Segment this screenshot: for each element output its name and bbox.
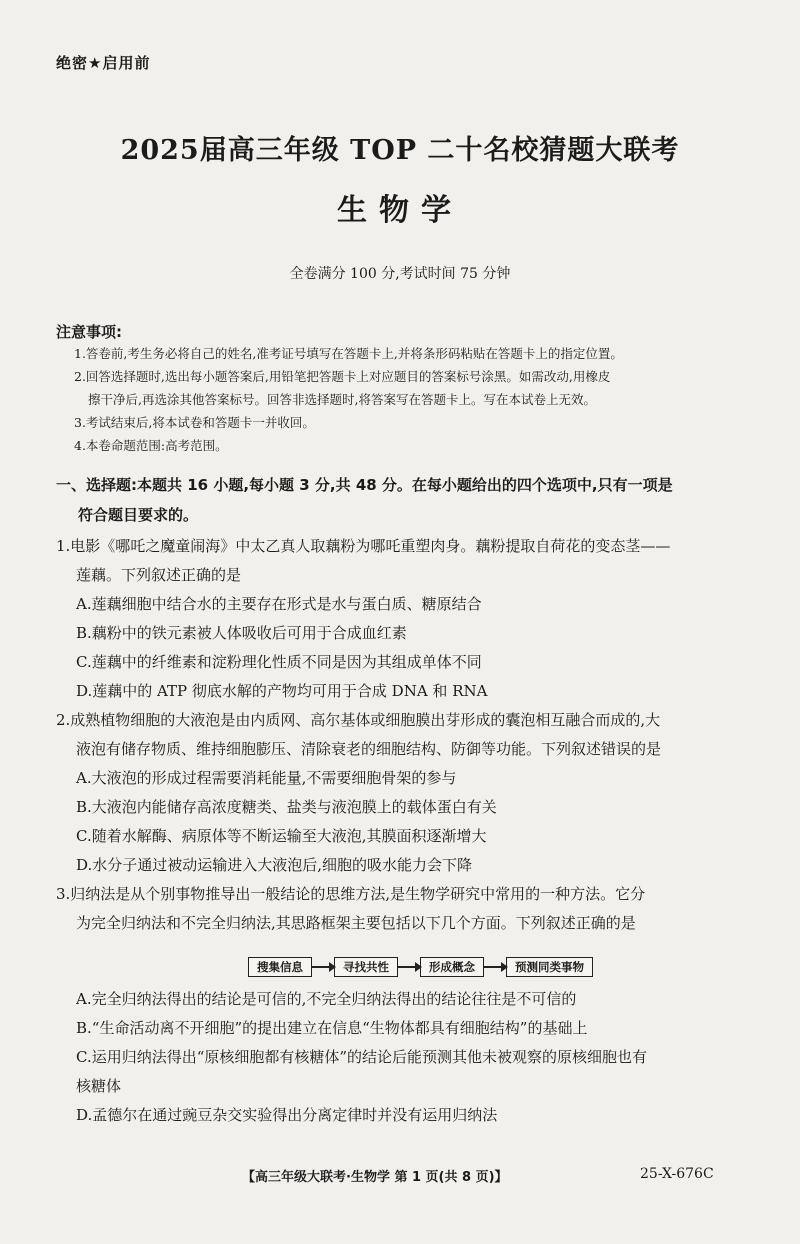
- notice-item: 4.本卷命题范围:高考范围。: [74, 438, 228, 453]
- question-stem-line: 1.电影《哪吒之魔童闹海》中太乙真人取藕粉为哪吒重塑肉身。藕粉提取自荷花的变态茎——: [56, 537, 671, 555]
- question-3-option-c-cont: 核糖体: [76, 1077, 122, 1095]
- exam-code: 25-X-676C: [640, 1166, 714, 1182]
- notice-item: 2.回答选择题时,选出每小题答案后,用铅笔把答题卡上对应题目的答案标号涂黑。如需改动,用橡皮: [74, 369, 611, 384]
- score-info: 全卷满分 100 分,考试时间 75 分钟: [289, 266, 511, 282]
- notice-item: 3.考试结束后,将本试卷和答题卡一并收回。: [74, 415, 315, 430]
- flow-arrow-icon: [312, 966, 334, 968]
- question-1-option-d: D.莲藕中的 ATP 彻底水解的产物均可用于合成 DNA 和 RNA: [76, 682, 488, 700]
- section-line: 一、选择题:本题共 16 小题,每小题 3 分,共 48 分。在每小题给出的四个选项中,只有一项是: [56, 476, 673, 494]
- question-2-option-c: C.随着水解酶、病原体等不断运输至大液泡,其膜面积逐渐增大: [76, 827, 487, 845]
- flow-step-3: 形成概念: [420, 957, 484, 977]
- question-1-stem: [56, 532, 756, 590]
- subject-title: 生物学: [337, 193, 463, 228]
- flow-arrow-icon: [484, 966, 506, 968]
- question-stem-line: 3.归纳法是从个别事物推导出一般结论的思维方法,是生物学研究中常用的一种方法。它分: [56, 885, 646, 903]
- flow-step-4: 预测同类事物: [506, 957, 593, 977]
- notice-heading: 注意事项:: [56, 323, 122, 341]
- question-stem-line-cont: 液泡有储存物质、维持细胞膨压、清除衰老的细胞结构、防御等功能。下列叙述错误的是: [76, 740, 662, 758]
- question-3-option-a: A.完全归纳法得出的结论是可信的,不完全归纳法得出的结论往往是不可信的: [76, 990, 577, 1008]
- induction-flowchart: [248, 955, 593, 979]
- question-1-option-b: B.藕粉中的铁元素被人体吸收后可用于合成血红素: [76, 624, 407, 642]
- question-stem-line-cont: 为完全归纳法和不完全归纳法,其思路框架主要包括以下几个方面。下列叙述正确的是: [76, 914, 636, 932]
- exam-title: 2025届高三年级 TOP 二十名校猜题大联考: [120, 135, 680, 166]
- question-3-stem: [56, 880, 756, 938]
- section-line-cont: 符合题目要求的。: [78, 506, 199, 524]
- question-1-option-a: A.莲藕细胞中结合水的主要存在形式是水与蛋白质、糖原结合: [76, 595, 482, 613]
- flow-arrow-icon: [398, 966, 420, 968]
- notice-item-cont: 擦干净后,再选涂其他答案标号。回答非选择题时,将答案写在答题卡上。写在本试卷上无效。: [88, 392, 596, 407]
- question-stem-line: 2.成熟植物细胞的大液泡是由内质网、高尔基体或细胞膜出芽形成的囊泡相互融合而成的,大: [56, 711, 661, 729]
- flow-step-2: 寻找共性: [334, 957, 398, 977]
- question-2-option-d: D.水分子通过被动运输进入大液泡后,细胞的吸水能力会下降: [76, 856, 473, 874]
- question-3-option-b: B.“生命活动离不开细胞”的提出建立在信息“生物体都具有细胞结构”的基础上: [76, 1019, 588, 1037]
- section-heading: [56, 470, 756, 530]
- question-1-option-c: C.莲藕中的纤维素和淀粉理化性质不同是因为其组成单体不同: [76, 653, 482, 671]
- question-2-stem: [56, 706, 756, 764]
- secret-label: 绝密★启用前: [56, 54, 151, 72]
- notice-item: 1.答卷前,考生务必将自己的姓名,准考证号填写在答题卡上,并将条形码粘贴在答题卡上的指定位置。: [74, 346, 623, 361]
- question-stem-line-cont: 莲藕。下列叙述正确的是: [76, 566, 242, 584]
- question-3-option-c: C.运用归纳法得出“原核细胞都有核糖体”的结论后能预测其他未被观察的原核细胞也有: [76, 1048, 648, 1066]
- page-footer: 【高三年级大联考·生物学 第 1 页(共 8 页)】: [242, 1170, 508, 1185]
- question-2-option-a: A.大液泡的形成过程需要消耗能量,不需要细胞骨架的参与: [76, 769, 457, 787]
- flow-step-1: 搜集信息: [248, 957, 312, 977]
- notice-list: [74, 342, 764, 457]
- question-3-option-d: D.孟德尔在通过豌豆杂交实验得出分离定律时并没有运用归纳法: [76, 1106, 498, 1124]
- question-2-option-b: B.大液泡内能储存高浓度糖类、盐类与液泡膜上的载体蛋白有关: [76, 798, 497, 816]
